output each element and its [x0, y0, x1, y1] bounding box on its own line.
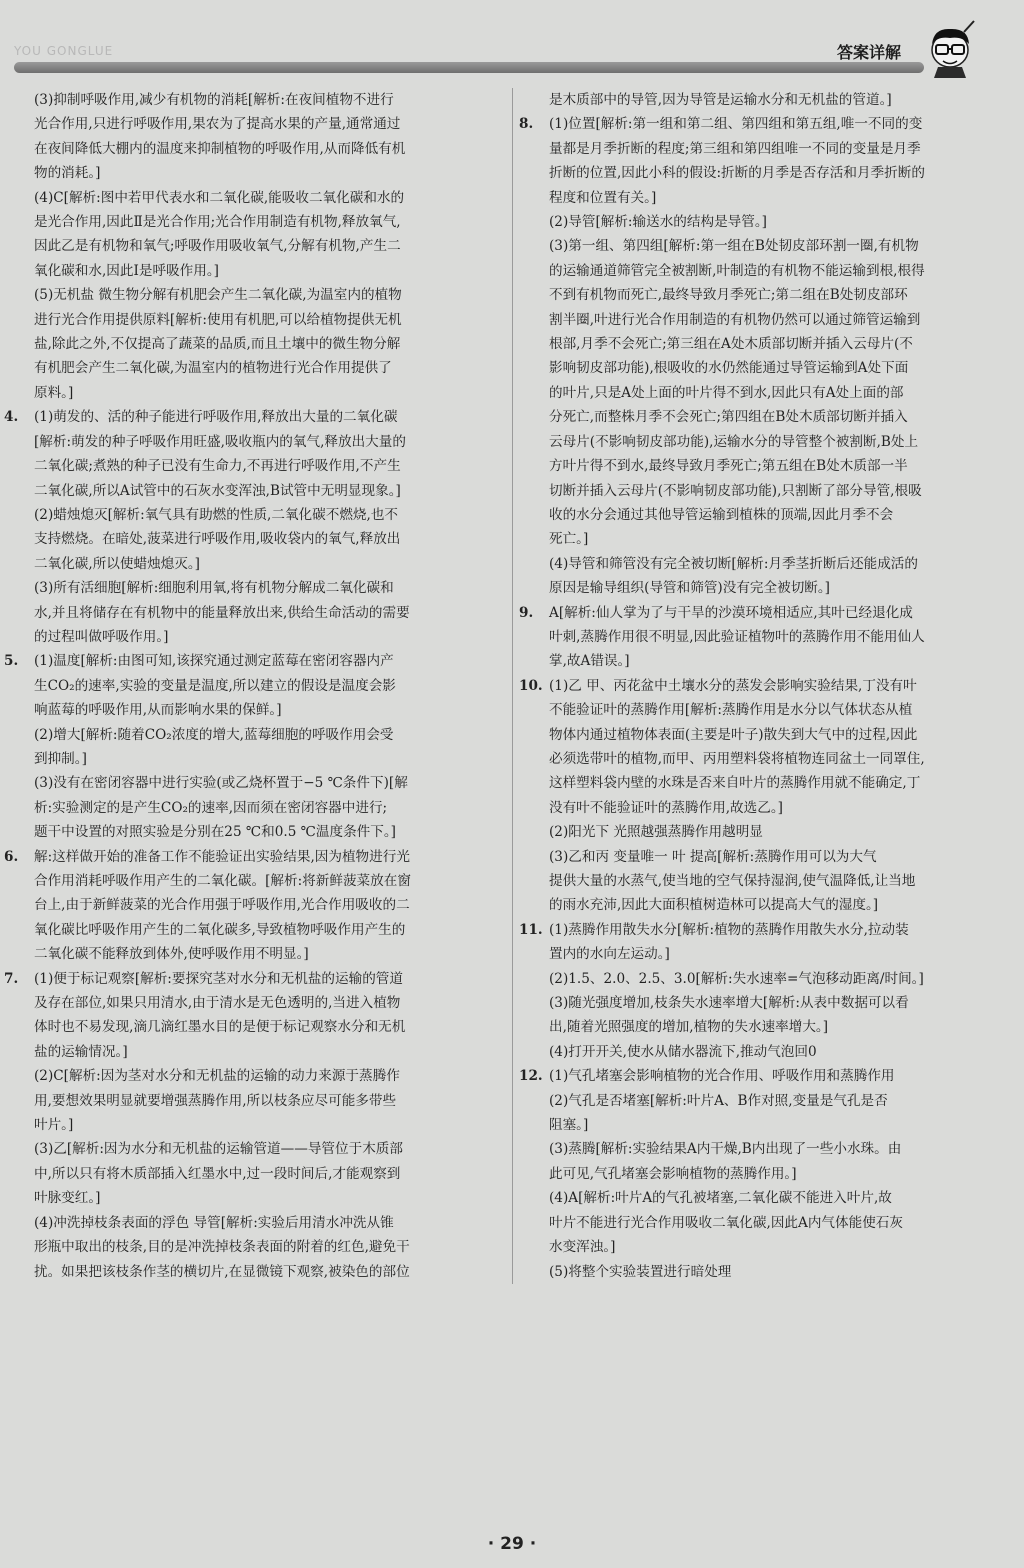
answer-text: 折断的位置,因此小科的假设:折断的月季是否存活和月季折断的 [549, 165, 925, 182]
answer-line [519, 381, 983, 405]
answer-text: (1)气孔堵塞会影响植物的光合作用、呼吸作用和蒸腾作用 [549, 1068, 895, 1085]
answer-line [519, 332, 983, 356]
answer-line [4, 674, 496, 698]
answer-line [519, 771, 983, 795]
answer-line [4, 381, 496, 405]
answer-text: (1)位置[解析:第一组和第二组、第四组和第五组,唯一不同的变 [549, 116, 923, 133]
header-title: 答案详解 [837, 43, 902, 62]
answer-line [519, 649, 983, 673]
answer-line [519, 405, 983, 429]
answer-text: (1)便于标记观察[解析:要探究茎对水分和无机盐的运输的管道 [34, 970, 403, 987]
answer-line [4, 356, 496, 380]
answer-text: 氧化碳和水,因此Ⅰ是呼吸作用。] [34, 262, 219, 279]
answer-text: 方叶片得不到水,最终导致月季死亡;第五组在B处木质部一半 [549, 458, 908, 475]
answer-text: 叶片。] [34, 1117, 74, 1134]
answer-line [519, 259, 983, 283]
answer-line [519, 918, 983, 942]
answer-line [4, 893, 496, 917]
answer-text: 在夜间降低大棚内的温度来抑制植物的呼吸作用,从而降低有机 [34, 140, 406, 157]
answer-line [4, 88, 496, 112]
answer-text: (3)随光强度增加,枝条失水速率增大[解析:从表中数据可以看 [549, 995, 909, 1012]
answer-text: (1)乙 甲、丙花盆中土壤水分的蒸发会影响实验结果,丁没有叶 [549, 677, 917, 694]
answer-line [4, 259, 496, 283]
answer-line [4, 552, 496, 576]
answer-text: 氧化碳比呼吸作用产生的二氧化碳多,导致植物呼吸作用产生的 [34, 921, 406, 938]
answer-line [4, 405, 496, 429]
answer-line [519, 1235, 983, 1259]
answer-line [519, 576, 983, 600]
right-column [512, 88, 983, 1284]
answer-text: 到抑制。] [34, 750, 87, 767]
answer-text: (3)所有活细胞[解析:细胞利用氧,将有机物分解成二氧化碳和 [34, 580, 394, 597]
answer-text: 掌,故A错误。] [549, 653, 630, 670]
answer-text: 析:实验测定的是产生CO₂的速率,因而须在密闭容器中进行; [34, 799, 388, 816]
answer-line [519, 1040, 983, 1064]
answer-text: 解:这样做开始的准备工作不能验证出实验结果,因为植物进行光 [34, 848, 410, 865]
answer-text: 割半圈,叶进行光合作用制造的有机物仍然可以通过筛管运输到 [549, 311, 921, 328]
question-number: 11. [519, 921, 543, 938]
answer-line [4, 454, 496, 478]
answer-text: 阻塞。] [549, 1117, 589, 1134]
answer-line [519, 527, 983, 551]
answer-line [519, 796, 983, 820]
answer-line [519, 893, 983, 917]
question-number: 8. [519, 116, 534, 133]
answer-text: 程度和位置有关。] [549, 189, 657, 206]
answer-line [519, 1089, 983, 1113]
answer-text: (3)没有在密闭容器中进行实验(或乙烧杯置于−5 ℃条件下)[解 [34, 775, 408, 792]
answer-line [519, 967, 983, 991]
answer-line [4, 137, 496, 161]
answer-text: (5)将整个实验装置进行暗处理 [549, 1263, 732, 1280]
answer-line [4, 112, 496, 136]
answer-line [4, 967, 496, 991]
answer-line [4, 430, 496, 454]
answer-line [4, 796, 496, 820]
question-number: 4. [4, 409, 19, 426]
question-number: 6. [4, 848, 19, 865]
answer-text: 的叶片,只是A处上面的叶片得不到水,因此只有A处上面的部 [549, 384, 904, 401]
answer-text: 形瓶中取出的枝条,目的是冲洗掉枝条表面的附着的红色,避免干 [34, 1239, 410, 1256]
answer-text: 出,随着光照强度的增加,植物的失水速率增大。] [549, 1019, 829, 1036]
answer-line [519, 674, 983, 698]
answer-line [4, 1137, 496, 1161]
answer-line [519, 1015, 983, 1039]
answer-line [4, 1015, 496, 1039]
answer-text: (4)冲洗掉枝条表面的浮色 导管[解析:实验后用清水冲洗从锥 [34, 1214, 394, 1231]
question-number: 7. [4, 970, 19, 987]
answer-text: 量都是月季折断的程度;第三组和第四组唯一不同的变量是月季 [549, 140, 921, 157]
answer-text: 的雨水充沛,因此大面积植树造林可以提高大气的湿度。] [549, 897, 879, 914]
answer-line [4, 1064, 496, 1088]
left-column [4, 88, 496, 1284]
answer-line [4, 869, 496, 893]
answer-text: (3)乙[解析:因为水分和无机盐的运输管道——导管位于木质部 [34, 1141, 403, 1158]
answer-text: 没有叶不能验证叶的蒸腾作用,故选乙。] [549, 799, 783, 816]
answer-text: 物的消耗。] [34, 165, 101, 182]
answer-line [4, 771, 496, 795]
answer-text: 不能验证叶的蒸腾作用[解析:蒸腾作用是水分以气体状态从植 [549, 702, 913, 719]
answer-text: 切断并插入云母片(不影响韧皮部功能),只割断了部分导管,根吸 [549, 482, 922, 499]
answer-text: 中,所以只有将木质部插入红墨水中,过一段时间后,才能观察到 [34, 1165, 401, 1182]
answer-text: (3)乙和丙 变量唯一 叶 提高[解析:蒸腾作用可以为大气 [549, 848, 877, 865]
answer-text: 二氧化碳,所以使蜡烛熄灭。] [34, 555, 200, 572]
answer-text: (4)C[解析:图中若甲代表水和二氧化碳,能吸收二氧化碳和水的 [34, 189, 405, 206]
answer-text: 扰。如果把该枝条作茎的横切片,在显微镜下观察,被染色的部位 [34, 1263, 410, 1280]
answer-text: (4)打开开关,使水从储水器流下,推动气泡回0 [549, 1043, 817, 1060]
answer-text: 光合作用,只进行呼吸作用,果农为了提高水果的产量,通常通过 [34, 116, 401, 133]
brand-watermark: YOU GONGLUE [14, 44, 114, 58]
answer-text: 及存在部位,如果只用清水,由于清水是无色透明的,当进入植物 [34, 995, 401, 1012]
page-number: · 29 · [487, 1534, 537, 1554]
answer-line [519, 1211, 983, 1235]
answer-line [519, 698, 983, 722]
answer-line [519, 601, 983, 625]
answer-text: 物体内通过植物体表面(主要是叶子)散失到大气中的过程,因此 [549, 726, 918, 743]
answer-text: 水,并且将储存在有机物中的能量释放出来,供给生命活动的需要 [34, 604, 410, 621]
answer-line [4, 723, 496, 747]
answer-line [519, 210, 983, 234]
answer-line [4, 1040, 496, 1064]
answer-text: 二氧化碳;煮熟的种子已没有生命力,不再进行呼吸作用,不产生 [34, 458, 401, 475]
answer-text: 进行光合作用提供原料[解析:使用有机肥,可以给植物提供无机 [34, 311, 402, 328]
answer-text: 收的水分会通过其他导管运输到植株的顶端,因此月季不会 [549, 506, 894, 523]
answer-line [4, 942, 496, 966]
answer-text: 二氧化碳不能释放到体外,使呼吸作用不明显。] [34, 946, 309, 963]
answer-text: A[解析:仙人掌为了与干旱的沙漠环境相适应,其叶已经退化成 [549, 604, 913, 621]
answer-line [4, 820, 496, 844]
answer-text: (1)蒸腾作用散失水分[解析:植物的蒸腾作用散失水分,拉动装 [549, 921, 909, 938]
answer-line [4, 234, 496, 258]
answer-text: (1)温度[解析:由图可知,该探究通过测定蓝莓在密闭容器内产 [34, 653, 394, 670]
mascot-icon [924, 20, 976, 78]
answer-line [519, 356, 983, 380]
answer-text: 体时也不易发现,滴几滴红墨水目的是便于标记观察水分和无机 [34, 1019, 406, 1036]
answer-text: 响蓝莓的呼吸作用,从而影响水果的保鲜。] [34, 702, 282, 719]
answer-line [519, 845, 983, 869]
answer-text: 必须选带叶的植物,而甲、丙用塑料袋将植物连同盆土一同罩住, [549, 750, 925, 767]
answer-line [519, 88, 983, 112]
answer-text: 用,要想效果明显就要增强蒸腾作用,所以枝条应尽可能多带些 [34, 1092, 397, 1109]
answer-text: 这样塑料袋内壁的水珠是否来自叶片的蒸腾作用就不能确定,丁 [549, 775, 921, 792]
answer-text: 的运输通道筛管完全被割断,叶制造的有机物不能运输到根,根得 [549, 262, 925, 279]
answer-text: (2)阳光下 光照越强蒸腾作用越明显 [549, 824, 763, 841]
answer-text: (2)C[解析:因为茎对水分和无机盐的运输的动力来源于蒸腾作 [34, 1068, 400, 1085]
answer-text: (3)抑制呼吸作用,减少有机物的消耗[解析:在夜间植物不进行 [34, 92, 394, 108]
answer-line [519, 1137, 983, 1161]
answer-text: 盐的运输情况。] [34, 1043, 128, 1060]
answer-line [519, 112, 983, 136]
answer-text: 影响韧皮部功能),根吸收的水仍然能通过导管运输到A处下面 [549, 360, 909, 377]
question-number: 10. [519, 677, 543, 694]
answer-line [519, 454, 983, 478]
answer-text: 水变浑浊。] [549, 1239, 616, 1256]
answer-text: 置内的水向左运动。] [549, 946, 670, 963]
answer-line [4, 1260, 496, 1284]
answer-line [4, 601, 496, 625]
answer-text: (2)蜡烛熄灭[解析:氧气具有助燃的性质,二氧化碳不燃烧,也不 [34, 506, 399, 523]
answer-line [4, 503, 496, 527]
answer-line [519, 1260, 983, 1284]
question-number: 9. [519, 604, 534, 621]
answer-line [4, 991, 496, 1015]
header-bar [14, 62, 924, 73]
answer-text: (4)A[解析:叶片A的气孔被堵塞,二氧化碳不能进入叶片,故 [549, 1190, 892, 1207]
answer-line [4, 576, 496, 600]
answer-line [519, 430, 983, 454]
answer-line [4, 1089, 496, 1113]
answer-line [4, 308, 496, 332]
answer-line [4, 1186, 496, 1210]
answer-line [4, 186, 496, 210]
answer-line [4, 747, 496, 771]
answer-text: 原料。] [34, 384, 74, 401]
answer-text: 的过程叫做呼吸作用。] [34, 628, 169, 645]
answer-line [4, 283, 496, 307]
answer-text: (4)导管和筛管没有完全被切断[解析:月季茎折断后还能成活的 [549, 555, 918, 572]
answer-text: 是光合作用,因此Ⅱ是光合作用;光合作用制造有机物,释放氧气, [34, 214, 401, 231]
answer-text: 原因是输导组织(导管和筛管)没有完全被切断。] [549, 580, 830, 597]
answer-text: 根部,月季不会死亡;第三组在A处木质部切断并插入云母片(不 [549, 336, 913, 353]
answer-text: 台上,由于新鲜菠菜的光合作用强于呼吸作用,光合作用吸收的二 [34, 897, 410, 914]
answer-line [4, 479, 496, 503]
answer-text: 叶刺,蒸腾作用很不明显,因此验证植物叶的蒸腾作用不能用仙人 [549, 628, 925, 645]
answer-line [519, 723, 983, 747]
answer-line [4, 527, 496, 551]
answer-line [4, 1235, 496, 1259]
answer-line [519, 869, 983, 893]
answer-line [519, 747, 983, 771]
answer-text: 此可见,气孔堵塞会影响植物的蒸腾作用。] [549, 1165, 797, 1182]
answer-line [4, 698, 496, 722]
answer-text: (2)气孔是否堵塞[解析:叶片A、B作对照,变量是气孔是否 [549, 1092, 888, 1109]
answer-line [4, 845, 496, 869]
answer-text: (2)导管[解析:输送水的结构是导管。] [549, 214, 767, 231]
question-number: 5. [4, 653, 19, 670]
answer-text: 题干中设置的对照实验是分别在25 ℃和0.5 ℃温度条件下。] [34, 824, 396, 841]
answer-line [519, 942, 983, 966]
answer-line [519, 1162, 983, 1186]
answer-text: 叶片不能进行光合作用吸收二氧化碳,因此A内气体能使石灰 [549, 1214, 903, 1231]
answer-line [519, 991, 983, 1015]
answer-text: 盐,除此之外,不仅提高了蔬菜的品质,而且土壤中的微生物分解 [34, 336, 401, 353]
answer-line [519, 308, 983, 332]
answer-text: (3)蒸腾[解析:实验结果A内干燥,B内出现了一些小水珠。由 [549, 1141, 902, 1158]
answer-line [519, 186, 983, 210]
answer-line [4, 625, 496, 649]
answer-text: 提供大量的水蒸气,使当地的空气保持湿润,使气温降低,让当地 [549, 873, 916, 889]
answer-line [519, 625, 983, 649]
answer-text: (2)增大[解析:随着CO₂浓度的增大,蓝莓细胞的呼吸作用会受 [34, 726, 394, 743]
answer-text: 叶脉变红。] [34, 1190, 101, 1207]
answer-text: (5)无机盐 微生物分解有机肥会产生二氧化碳,为温室内的植物 [34, 287, 402, 304]
answer-text: 死亡。] [549, 531, 589, 548]
answer-text: 有机肥会产生二氧化碳,为温室内的植物进行光合作用提供了 [34, 360, 392, 377]
answer-line [4, 1162, 496, 1186]
answer-text: 二氧化碳,所以A试管中的石灰水变浑浊,B试管中无明显现象。] [34, 482, 401, 499]
answer-text: 因此乙是有机物和氧气;呼吸作用吸收氧气,分解有机物,产生二 [34, 238, 401, 255]
answer-line [519, 161, 983, 185]
answer-line [4, 210, 496, 234]
answer-text: 合作用消耗呼吸作用产生的二氧化碳。[解析:将新鲜菠菜放在窗 [34, 873, 411, 889]
answer-line [519, 820, 983, 844]
answer-line [4, 1113, 496, 1137]
answer-text: 云母片(不影响韧皮部功能),运输水分的导管整个被割断,B处上 [549, 433, 919, 450]
answer-line [4, 918, 496, 942]
answer-line [519, 503, 983, 527]
answer-text: 分死亡,而整株月季不会死亡;第四组在B处木质部切断并插入 [549, 409, 908, 426]
answer-line [4, 332, 496, 356]
answer-line [519, 1113, 983, 1137]
answer-line [519, 1064, 983, 1088]
answer-text: 支持燃烧。在暗处,菠菜进行呼吸作用,吸收袋内的氧气,释放出 [34, 531, 401, 548]
answer-line [519, 137, 983, 161]
answer-text: (3)第一组、第四组[解析:第一组在B处韧皮部环割一圈,有机物 [549, 238, 919, 255]
question-number: 12. [519, 1068, 543, 1085]
answer-line [4, 161, 496, 185]
answer-line [4, 649, 496, 673]
answer-text: (2)1.5、2.0、2.5、3.0[解析:失水速率=气泡移动距离/时间。] [549, 970, 924, 987]
answer-line [519, 234, 983, 258]
answer-text: 生CO₂的速率,实验的变量是温度,所以建立的假设是温度会影 [34, 677, 396, 694]
answer-line [519, 283, 983, 307]
answer-text: (1)萌发的、活的种子能进行呼吸作用,释放出大量的二氧化碳 [34, 409, 398, 426]
answer-line [519, 1186, 983, 1210]
answer-line [519, 552, 983, 576]
answer-line [519, 479, 983, 503]
answer-text: [解析:萌发的种子呼吸作用旺盛,吸收瓶内的氧气,释放出大量的 [34, 433, 406, 450]
answer-text: 不到有机物而死亡,最终导致月季死亡;第二组在B处韧皮部环 [549, 287, 908, 304]
answer-text: 是木质部中的导管,因为导管是运输水分和无机盐的管道。] [549, 92, 892, 108]
answer-line [4, 1211, 496, 1235]
